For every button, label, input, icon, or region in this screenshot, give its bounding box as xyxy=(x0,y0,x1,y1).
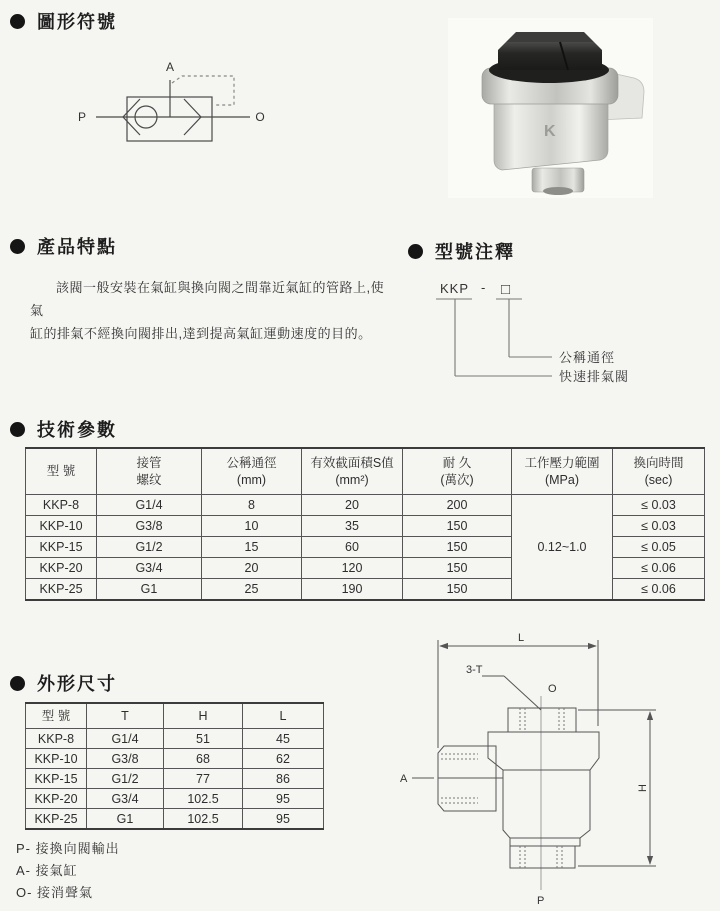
cell-model: KKP-20 xyxy=(26,789,87,809)
table-row xyxy=(26,789,324,809)
cell-model: KKP-10 xyxy=(26,749,87,769)
cell-time: ≤ 0.06 xyxy=(613,558,705,579)
model-box-placeholder: □ xyxy=(501,281,511,298)
cell-durability: 150 xyxy=(403,537,512,558)
bullet-icon xyxy=(10,676,25,691)
header-text: 公稱通徑 xyxy=(226,455,277,470)
cell-time: ≤ 0.06 xyxy=(613,579,705,601)
col-header-effective-area xyxy=(302,448,403,495)
bullet-icon xyxy=(10,14,25,29)
cell-dn: 10 xyxy=(202,516,302,537)
callout-quick-exhaust-valve: 快速排氣閥 xyxy=(559,369,630,384)
cell-s: 190 xyxy=(302,579,403,601)
legend-item-p: P- 接換向閥輸出 xyxy=(16,841,120,856)
header-unit: (mm) xyxy=(236,472,267,487)
cell-l: 95 xyxy=(243,789,324,809)
cell-time: ≤ 0.05 xyxy=(613,537,705,558)
col-header-thread xyxy=(97,448,202,495)
cell-l: 45 xyxy=(243,729,324,749)
dim-label-p: P xyxy=(537,895,545,907)
cell-dn: 8 xyxy=(202,495,302,516)
cell-dn: 20 xyxy=(202,558,302,579)
cell-t: G1/2 xyxy=(87,769,164,789)
cell-h: 102.5 xyxy=(164,809,243,830)
tech-header-row xyxy=(26,448,705,495)
dim-header-row xyxy=(26,703,324,729)
cell-time: ≤ 0.03 xyxy=(613,495,705,516)
header-unit: (MPa) xyxy=(544,472,580,487)
section-tech-params-heading xyxy=(10,416,117,442)
port-o-label: O xyxy=(255,110,265,124)
header-unit: 螺纹 xyxy=(136,472,162,487)
col-header-l: L xyxy=(243,703,324,729)
port-p-label: P xyxy=(77,110,87,124)
model-prefix: KKP xyxy=(440,281,470,296)
section-title: 型號注釋 xyxy=(435,242,515,262)
col-header-switch-time xyxy=(613,448,705,495)
cell-t: G1/4 xyxy=(87,729,164,749)
dim-label-h: H xyxy=(637,784,649,792)
header-text: 工作壓力範圍 xyxy=(524,455,600,470)
cell-h: 68 xyxy=(164,749,243,769)
bullet-icon xyxy=(10,239,25,254)
col-header-t: T xyxy=(87,703,164,729)
product-photo xyxy=(448,18,653,198)
header-text: 有效截面積S值 xyxy=(310,455,394,470)
cell-t: G3/4 xyxy=(87,789,164,809)
cell-time: ≤ 0.03 xyxy=(613,516,705,537)
tech-params-table xyxy=(25,447,705,601)
cell-dn: 25 xyxy=(202,579,302,601)
table-row xyxy=(26,749,324,769)
table-row xyxy=(26,495,705,516)
section-graphic-symbol-heading xyxy=(10,8,117,34)
col-header-durability xyxy=(403,448,512,495)
section-features-heading xyxy=(10,233,117,259)
header-text: 接管 xyxy=(136,455,162,470)
model-code-diagram xyxy=(428,272,713,394)
dimensions-table xyxy=(25,702,324,830)
table-row xyxy=(26,769,324,789)
dimension-drawing xyxy=(378,618,718,910)
cell-s: 20 xyxy=(302,495,403,516)
section-title: 技術參數 xyxy=(37,420,117,440)
header-text: 耐 久 xyxy=(442,455,472,470)
cell-l: 95 xyxy=(243,809,324,830)
photo-logo-glyph: K xyxy=(544,123,556,140)
col-header-model: 型 號 xyxy=(26,703,87,729)
cell-durability: 150 xyxy=(403,558,512,579)
cell-pressure-range: 0.12~1.0 xyxy=(512,495,613,601)
header-text: 換向時間 xyxy=(633,455,684,470)
dim-label-l: L xyxy=(518,632,525,644)
cell-t: G1 xyxy=(87,809,164,830)
header-unit: (sec) xyxy=(644,472,673,487)
header-unit: (mm²) xyxy=(335,472,369,487)
dim-label-o: O xyxy=(548,683,557,695)
cell-l: 86 xyxy=(243,769,324,789)
cell-model: KKP-15 xyxy=(26,537,97,558)
section-title: 產品特點 xyxy=(37,237,117,257)
header-text: 型 號 xyxy=(46,464,76,478)
cell-h: 51 xyxy=(164,729,243,749)
col-header-model xyxy=(26,448,97,495)
cell-dn: 15 xyxy=(202,537,302,558)
cell-model: KKP-25 xyxy=(26,809,87,830)
features-line-1: 該閥一般安裝在氣缸與換向閥之間靠近氣缸的管路上,使氣 xyxy=(30,280,385,318)
section-title: 外形尺寸 xyxy=(37,674,117,694)
section-dimensions-heading xyxy=(10,670,117,696)
cell-model: KKP-8 xyxy=(26,495,97,516)
cell-thread: G3/4 xyxy=(97,558,202,579)
bullet-icon xyxy=(10,422,25,437)
cell-s: 35 xyxy=(302,516,403,537)
dim-label-a: A xyxy=(400,773,408,785)
cell-t: G3/8 xyxy=(87,749,164,769)
cell-l: 62 xyxy=(243,749,324,769)
cell-model: KKP-10 xyxy=(26,516,97,537)
section-title: 圖形符號 xyxy=(37,12,117,32)
table-row xyxy=(26,729,324,749)
dim-label-3t: 3-T xyxy=(466,664,483,676)
cell-model: KKP-15 xyxy=(26,769,87,789)
cell-model: KKP-8 xyxy=(26,729,87,749)
col-header-h: H xyxy=(164,703,243,729)
table-row xyxy=(26,809,324,830)
bullet-icon xyxy=(408,244,423,259)
callout-nominal-diameter: 公稱通徑 xyxy=(559,350,616,365)
features-paragraph xyxy=(30,276,394,345)
cell-thread: G1 xyxy=(97,579,202,601)
cell-h: 77 xyxy=(164,769,243,789)
pneumatic-symbol-diagram xyxy=(58,53,298,188)
cell-thread: G3/8 xyxy=(97,516,202,537)
model-separator: - xyxy=(481,280,486,295)
section-model-code-heading xyxy=(408,238,515,264)
header-unit: (萬次) xyxy=(440,472,474,487)
cell-model: KKP-20 xyxy=(26,558,97,579)
legend-item-o: O- 接消聲氣 xyxy=(16,885,94,900)
port-a-label: A xyxy=(165,60,175,74)
col-header-nominal-diameter xyxy=(202,448,302,495)
cell-model: KKP-25 xyxy=(26,579,97,601)
col-header-pressure-range xyxy=(512,448,613,495)
legend-item-a: A- 接氣缸 xyxy=(16,863,78,878)
cell-thread: G1/2 xyxy=(97,537,202,558)
features-line-2: 缸的排氣不經換向閥排出,達到提高氣缸運動速度的目的。 xyxy=(30,326,372,341)
cell-s: 120 xyxy=(302,558,403,579)
port-legend xyxy=(16,838,120,904)
cell-s: 60 xyxy=(302,537,403,558)
cell-thread: G1/4 xyxy=(97,495,202,516)
cell-durability: 150 xyxy=(403,579,512,601)
cell-h: 102.5 xyxy=(164,789,243,809)
cell-durability: 200 xyxy=(403,495,512,516)
cell-durability: 150 xyxy=(403,516,512,537)
